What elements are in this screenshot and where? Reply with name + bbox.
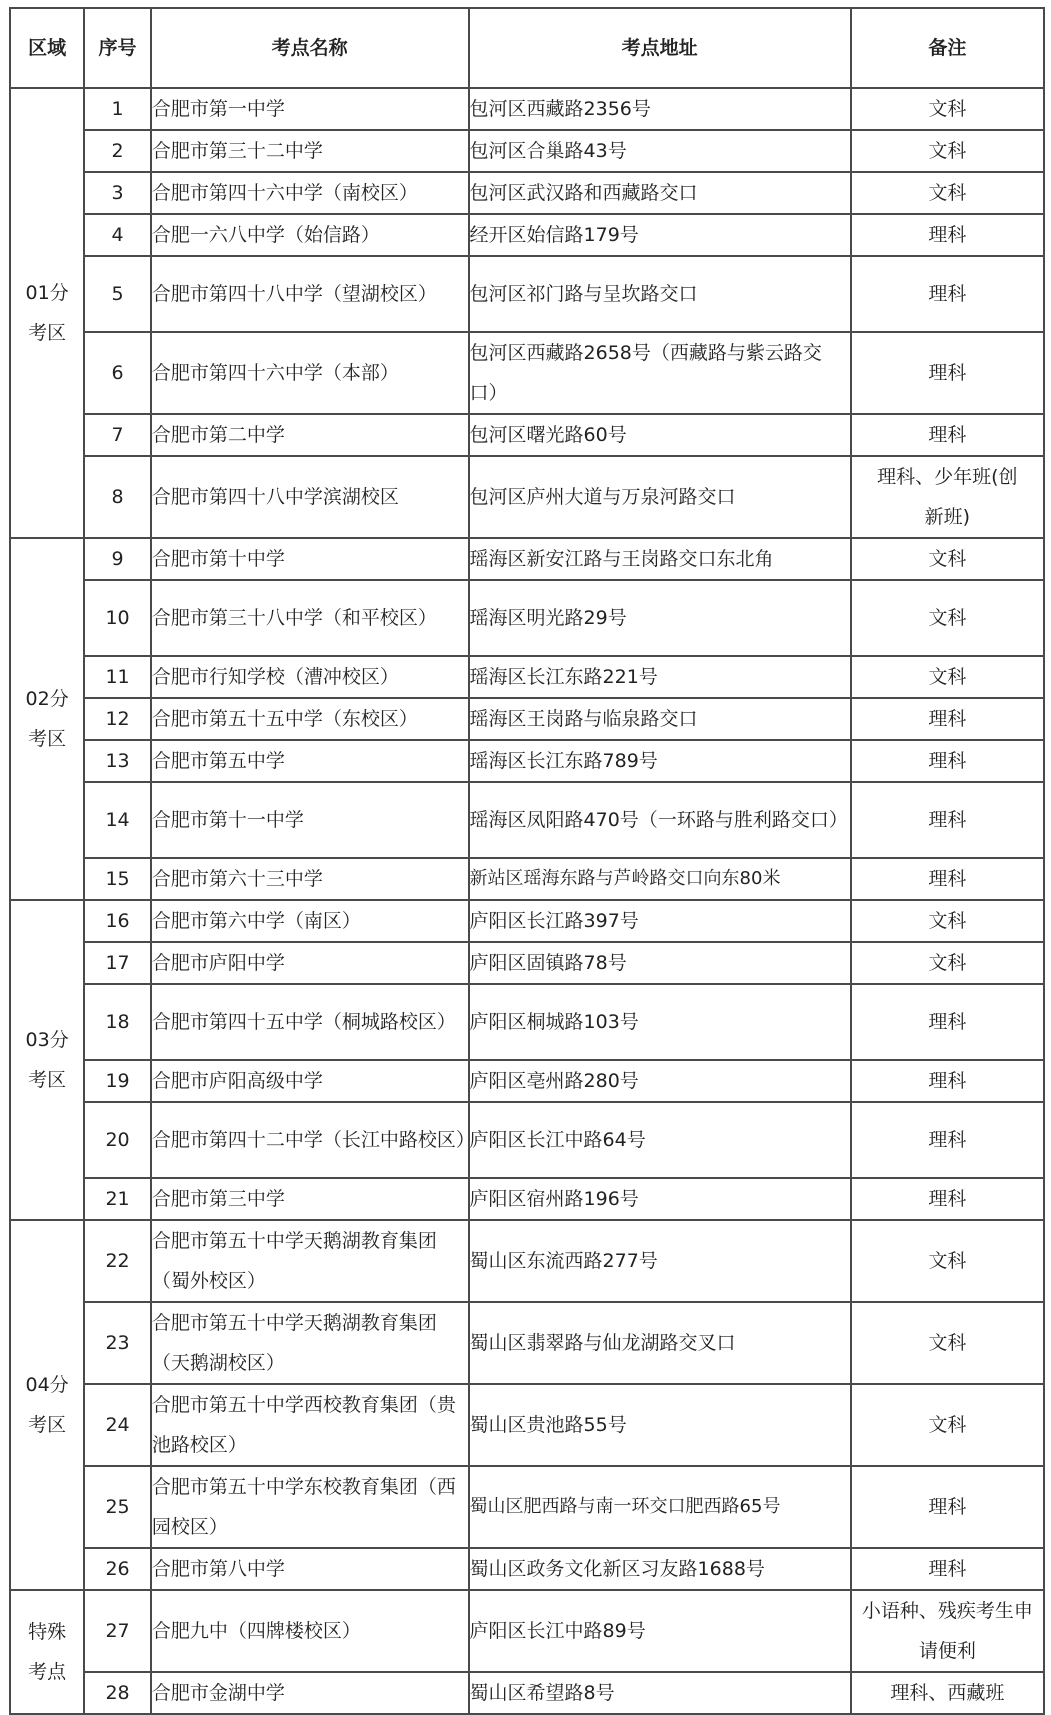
exam-sites-table	[9, 7, 1045, 1715]
table-row	[10, 858, 1044, 900]
seq-cell: 18	[84, 984, 151, 1060]
address-cell: 蜀山区希望路8号	[469, 1672, 851, 1714]
name-cell: 合肥市第五十五中学（东校区）	[151, 698, 469, 740]
address-cell: 包河区合巢路43号	[469, 130, 851, 172]
note-cell: 理科	[851, 256, 1044, 332]
seq-cell: 12	[84, 698, 151, 740]
address-cell: 瑶海区王岗路与临泉路交口	[469, 698, 851, 740]
note-cell: 文科	[851, 130, 1044, 172]
note-cell: 文科	[851, 1220, 1044, 1302]
name-cell: 合肥市第二中学	[151, 414, 469, 456]
header-address: 考点地址	[469, 8, 851, 88]
note-cell: 理科	[851, 1102, 1044, 1178]
address-cell: 包河区祁门路与呈坎路交口	[469, 256, 851, 332]
name-cell: 合肥市第三中学	[151, 1178, 469, 1220]
address-cell: 庐阳区长江中路64号	[469, 1102, 851, 1178]
name-cell: 合肥市金湖中学	[151, 1672, 469, 1714]
table-row	[10, 414, 1044, 456]
table-row	[10, 1384, 1044, 1466]
table-row	[10, 1102, 1044, 1178]
seq-cell: 24	[84, 1384, 151, 1466]
address-cell: 包河区庐州大道与万泉河路交口	[469, 456, 851, 538]
address-cell: 瑶海区凤阳路470号（一环路与胜利路交口）	[469, 782, 851, 858]
table-row	[10, 1466, 1044, 1548]
note-cell: 理科	[851, 858, 1044, 900]
area-label-line1: 03分	[25, 1029, 69, 1051]
table-row	[10, 1220, 1044, 1302]
table-row	[10, 1672, 1044, 1714]
table-row	[10, 580, 1044, 656]
seq-cell: 2	[84, 130, 151, 172]
name-cell: 合肥一六八中学（始信路）	[151, 214, 469, 256]
name-cell: 合肥市第十中学	[151, 538, 469, 580]
seq-cell: 17	[84, 942, 151, 984]
address-cell: 包河区武汉路和西藏路交口	[469, 172, 851, 214]
seq-cell: 10	[84, 580, 151, 656]
address-cell: 蜀山区肥西路与南一环交口肥西路65号	[469, 1466, 851, 1548]
table-row	[10, 88, 1044, 130]
note-cell: 文科	[851, 580, 1044, 656]
address-cell: 蜀山区东流西路277号	[469, 1220, 851, 1302]
area-label-line1: 04分	[25, 1374, 69, 1396]
seq-cell: 21	[84, 1178, 151, 1220]
address-cell: 蜀山区翡翠路与仙龙湖路交叉口	[469, 1302, 851, 1384]
area-cell-02	[10, 538, 84, 900]
name-cell: 合肥市第四十六中学（本部）	[151, 332, 469, 414]
name-cell: 合肥市第五十中学天鹅湖教育集团（天鹅湖校区）	[151, 1302, 469, 1384]
area-cell-03	[10, 900, 84, 1220]
note-cell: 文科	[851, 900, 1044, 942]
address-cell: 庐阳区亳州路280号	[469, 1060, 851, 1102]
table-row	[10, 172, 1044, 214]
table-row	[10, 1178, 1044, 1220]
name-cell: 合肥市第四十二中学（长江中路校区）	[151, 1102, 469, 1178]
seq-cell: 13	[84, 740, 151, 782]
name-cell: 合肥市庐阳高级中学	[151, 1060, 469, 1102]
note-cell: 文科	[851, 172, 1044, 214]
name-cell: 合肥市第四十八中学滨湖校区	[151, 456, 469, 538]
name-cell: 合肥市第四十六中学（南校区）	[151, 172, 469, 214]
note-cell: 理科	[851, 414, 1044, 456]
table-row	[10, 456, 1044, 538]
name-cell: 合肥市第三十八中学（和平校区）	[151, 580, 469, 656]
seq-cell: 22	[84, 1220, 151, 1302]
name-cell: 合肥市第三十二中学	[151, 130, 469, 172]
note-cell: 理科	[851, 782, 1044, 858]
address-cell: 瑶海区新安江路与王岗路交口东北角	[469, 538, 851, 580]
address-cell: 包河区曙光路60号	[469, 414, 851, 456]
table-row	[10, 698, 1044, 740]
table-row	[10, 1590, 1044, 1672]
table-row	[10, 214, 1044, 256]
name-cell: 合肥市行知学校（漕冲校区）	[151, 656, 469, 698]
name-cell: 合肥九中（四牌楼校区）	[151, 1590, 469, 1672]
exam-sites-table-wrapper	[9, 7, 1045, 1715]
table-row	[10, 782, 1044, 858]
table-row	[10, 942, 1044, 984]
note-cell: 文科	[851, 88, 1044, 130]
address-cell: 蜀山区贵池路55号	[469, 1384, 851, 1466]
header-area: 区域	[10, 8, 84, 88]
note-cell: 文科	[851, 656, 1044, 698]
seq-cell: 28	[84, 1672, 151, 1714]
address-cell: 包河区西藏路2356号	[469, 88, 851, 130]
table-row	[10, 740, 1044, 782]
name-cell: 合肥市第五十中学天鹅湖教育集团（蜀外校区）	[151, 1220, 469, 1302]
seq-cell: 1	[84, 88, 151, 130]
seq-cell: 6	[84, 332, 151, 414]
table-row	[10, 1060, 1044, 1102]
seq-cell: 27	[84, 1590, 151, 1672]
address-cell: 新站区瑶海东路与芦岭路交口向东80米	[469, 858, 851, 900]
seq-cell: 5	[84, 256, 151, 332]
area-label-line1: 02分	[25, 688, 69, 710]
table-row	[10, 256, 1044, 332]
name-cell: 合肥市庐阳中学	[151, 942, 469, 984]
note-cell: 理科	[851, 984, 1044, 1060]
name-cell: 合肥市第五中学	[151, 740, 469, 782]
area-cell-01	[10, 88, 84, 538]
note-cell: 理科	[851, 1060, 1044, 1102]
seq-cell: 23	[84, 1302, 151, 1384]
address-cell: 瑶海区长江东路221号	[469, 656, 851, 698]
note-cell: 理科	[851, 1548, 1044, 1590]
area-label-line2: 考区	[28, 1069, 67, 1091]
table-row	[10, 1548, 1044, 1590]
name-cell: 合肥市第六十三中学	[151, 858, 469, 900]
note-cell: 理科、西藏班	[851, 1672, 1044, 1714]
name-cell: 合肥市第四十五中学（桐城路校区）	[151, 984, 469, 1060]
seq-cell: 26	[84, 1548, 151, 1590]
area-label-line2: 考点	[28, 1661, 67, 1683]
note-cell: 理科	[851, 740, 1044, 782]
area-label-line1: 特殊	[28, 1621, 67, 1643]
table-row	[10, 1302, 1044, 1384]
name-cell: 合肥市第五十中学东校教育集团（西园校区）	[151, 1466, 469, 1548]
note-cell: 理科	[851, 698, 1044, 740]
seq-cell: 7	[84, 414, 151, 456]
table-row	[10, 538, 1044, 580]
note-cell: 文科	[851, 1302, 1044, 1384]
address-cell: 庐阳区固镇路78号	[469, 942, 851, 984]
seq-cell: 14	[84, 782, 151, 858]
note-cell: 文科	[851, 942, 1044, 984]
header-note: 备注	[851, 8, 1044, 88]
note-cell: 理科	[851, 1466, 1044, 1548]
seq-cell: 4	[84, 214, 151, 256]
seq-cell: 15	[84, 858, 151, 900]
note-cell: 理科	[851, 214, 1044, 256]
name-cell: 合肥市第四十八中学（望湖校区）	[151, 256, 469, 332]
note-cell: 理科、少年班(创新班)	[851, 456, 1044, 538]
address-cell: 瑶海区长江东路789号	[469, 740, 851, 782]
name-cell: 合肥市第六中学（南区）	[151, 900, 469, 942]
note-cell: 理科	[851, 332, 1044, 414]
address-cell: 庐阳区宿州路196号	[469, 1178, 851, 1220]
seq-cell: 3	[84, 172, 151, 214]
address-cell: 瑶海区明光路29号	[469, 580, 851, 656]
note-cell: 文科	[851, 1384, 1044, 1466]
address-cell: 包河区西藏路2658号（西藏路与紫云路交口）	[469, 332, 851, 414]
note-cell: 文科	[851, 538, 1044, 580]
table-row	[10, 900, 1044, 942]
note-cell: 小语种、残疾考生申请便利	[851, 1590, 1044, 1672]
header-name: 考点名称	[151, 8, 469, 88]
address-cell: 庐阳区长江中路89号	[469, 1590, 851, 1672]
table-row	[10, 130, 1044, 172]
table-row	[10, 984, 1044, 1060]
header-seq: 序号	[84, 8, 151, 88]
area-cell-special	[10, 1590, 84, 1714]
address-cell: 经开区始信路179号	[469, 214, 851, 256]
area-label-line1: 01分	[25, 282, 69, 304]
name-cell: 合肥市第一中学	[151, 88, 469, 130]
address-cell: 庐阳区长江路397号	[469, 900, 851, 942]
area-label-line2: 考区	[28, 1414, 67, 1436]
address-cell: 蜀山区政务文化新区习友路1688号	[469, 1548, 851, 1590]
area-cell-04	[10, 1220, 84, 1590]
table-row	[10, 332, 1044, 414]
address-cell: 庐阳区桐城路103号	[469, 984, 851, 1060]
seq-cell: 16	[84, 900, 151, 942]
seq-cell: 25	[84, 1466, 151, 1548]
seq-cell: 9	[84, 538, 151, 580]
area-label-line2: 考区	[28, 728, 67, 750]
seq-cell: 11	[84, 656, 151, 698]
name-cell: 合肥市第五十中学西校教育集团（贵池路校区）	[151, 1384, 469, 1466]
seq-cell: 20	[84, 1102, 151, 1178]
seq-cell: 8	[84, 456, 151, 538]
table-row	[10, 656, 1044, 698]
note-cell: 理科	[851, 1178, 1044, 1220]
table-header-row	[10, 8, 1044, 88]
seq-cell: 19	[84, 1060, 151, 1102]
area-label-line2: 考区	[28, 322, 67, 344]
name-cell: 合肥市第八中学	[151, 1548, 469, 1590]
name-cell: 合肥市第十一中学	[151, 782, 469, 858]
